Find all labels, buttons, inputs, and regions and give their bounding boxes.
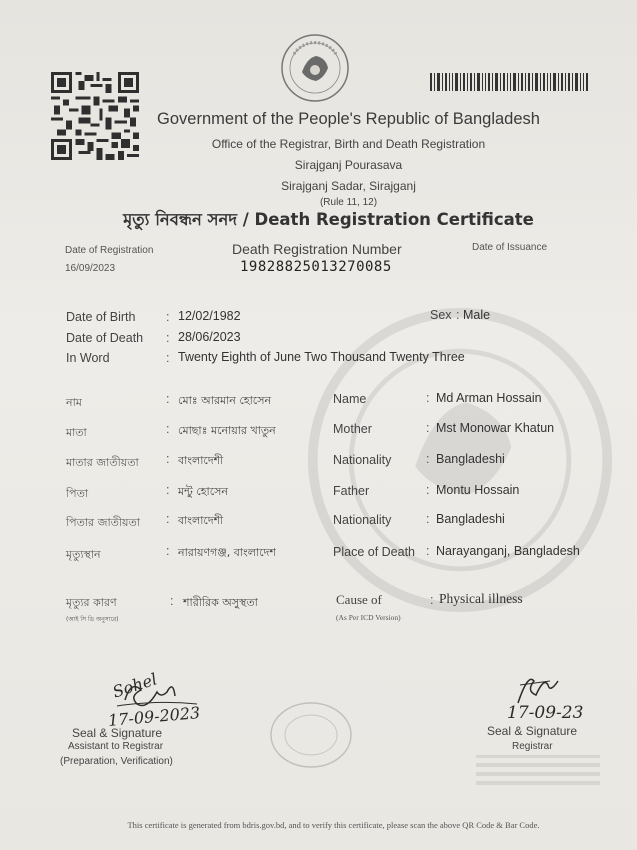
row-en-value: Bangladeshi xyxy=(436,452,505,466)
office-stamp-icon xyxy=(268,700,354,770)
assistant-role: Assistant to Registrar xyxy=(68,741,164,752)
row-bn-label: মৃত্যুস্থান xyxy=(66,548,101,561)
pourasava-heading: Sirajganj Pourasava xyxy=(294,158,403,172)
row-bn-value: মন্টু হোসেন xyxy=(178,485,228,498)
registration-number-label: Death Registration Number xyxy=(232,241,402,257)
cause-bn-value: শারীরিক অসুস্থতা xyxy=(183,596,258,609)
government-heading: Government of the People's Republic of Bangladesh xyxy=(157,110,540,128)
dob-value: 12/02/1982 xyxy=(178,309,241,323)
row-en-value: Bangladeshi xyxy=(436,512,505,526)
assistant-signature: Sohel xyxy=(110,669,160,702)
assistant-role-detail: (Preparation, Verification) xyxy=(60,756,173,767)
row-en-label: Name xyxy=(333,392,367,406)
registration-date-label: Date of Registration xyxy=(65,245,154,256)
cause-bn-sub: (আই সি ডি অনুসারে) xyxy=(66,616,119,623)
rule-text: (Rule 11, 12) xyxy=(319,197,378,208)
row-en-value: Md Arman Hossain xyxy=(436,391,542,405)
row-bn-value: মোঃ আরমান হোসেন xyxy=(178,394,272,407)
row-bn-value: বাংলাদেশী xyxy=(178,454,224,467)
dod-value: 28/06/2023 xyxy=(178,330,241,344)
registration-number-value: 19828825013270085 xyxy=(240,259,392,275)
row-en-label: Mother xyxy=(333,422,372,436)
registration-date-value: 16/09/2023 xyxy=(65,263,116,274)
issuance-date-label: Date of Issuance xyxy=(472,242,548,253)
row-bn-label: মাতা xyxy=(66,426,87,439)
assistant-signature-date: 17-09-2023 xyxy=(107,703,201,730)
row-bn-label: মাতার জাতীয়তা xyxy=(66,456,139,469)
row-en-label: Nationality xyxy=(333,453,392,467)
assistant-seal-label: Seal & Signature xyxy=(72,726,163,740)
row-bn-label: নাম xyxy=(66,396,82,409)
cause-en-sub: (As Per ICD Version) xyxy=(336,613,401,622)
verification-note: This certificate is generated from bdris.gov.bd, and to verify this certificate, please scan the above QR Code & Bar Code. xyxy=(127,820,540,830)
inword-label: In Word xyxy=(66,351,110,365)
sex-value: Male xyxy=(463,308,491,322)
row-en-label: Nationality xyxy=(333,513,392,527)
row-bn-value: নারায়ণগঞ্জ, বাংলাদেশ xyxy=(178,546,276,559)
row-bn-label: পিতার জাতীয়তা xyxy=(66,516,140,529)
inword-value: Twenty Eighth of June Two Thousand Twenty Three xyxy=(178,350,465,364)
certificate-page: Government of the People's Republic of Bangladesh Office of the Registrar, Birth and Death Registration Sirajganj Pourasava Sirajganj Sadar, Sirajganj (Rule 11, 12) মৃত্যু নিবন্ধন সনদ / Death Registration Certificate Date of Registration 16/09/2023 Death Registration Number 19828825013270085 Date of Issuance Date of Birth : 12/02/1982 Sex : Male Date of Death : 28/06/2023 In Word : Twenty Eighth of June Two Thousand Twenty Three নাম : মোঃ আরমান হোসেন Name : Md Arman Hossain মাতা : মোছাঃ মনোয়ার খাতুন Mother : Mst Monowar Khatun মাতার জাতীয়তা : বাংলাদেশী Nationality : Bangladeshi পিতা : মন্টু হোসেন Father : Montu Hossain পিতার জাতীয়তা : বাংলাদেশী Nationality : Bangladeshi মৃত্যুস্থান : নারায়ণগঞ্জ, বাংলাদেশ Place of Death : Narayanganj, Bangladesh মৃত্যুর কারণ (আই সি ডি অনুসারে) : শারীরিক অসুস্থতা Cause of (As Per ICD Version) : Physical illness Sohel 17-09-2023 Seal & Signature Assistant to Registrar (Preparation, Verification) 17-09-23 Seal & Signature Registrar This certificate is generated from bdris.gov.bd, and to verify this certificate, please scan the above QR Code & Bar Code. xyxy=(0,0,637,850)
location-heading: Sirajganj Sadar, Sirajganj xyxy=(281,179,416,193)
certificate-title: মৃত্যু নিবন্ধন সনদ / Death Registration Certificate xyxy=(123,210,534,229)
row-bn-label: পিতা xyxy=(66,487,89,500)
row-en-value: Montu Hossain xyxy=(436,483,520,497)
dod-label: Date of Death xyxy=(66,331,144,345)
office-heading: Office of the Registrar, Birth and Death Registration xyxy=(211,137,486,151)
barcode xyxy=(430,73,588,91)
cause-en-value: Physical illness xyxy=(439,591,523,606)
row-en-label: Place of Death xyxy=(333,545,415,559)
registrar-seal-label: Seal & Signature xyxy=(487,724,578,738)
row-en-label: Father xyxy=(333,484,370,498)
government-seal-icon xyxy=(272,32,358,104)
registrar-faded-stamp xyxy=(476,755,600,785)
row-en-value: Mst Monowar Khatun xyxy=(436,421,555,435)
row-en-value: Narayanganj, Bangladesh xyxy=(436,544,580,558)
cause-en-label: Cause of xyxy=(336,592,382,607)
registrar-role: Registrar xyxy=(512,741,553,752)
row-bn-value: বাংলাদেশী xyxy=(178,514,224,527)
registrar-signature-date: 17-09-23 xyxy=(507,703,584,723)
cause-bn-label: মৃত্যুর কারণ xyxy=(66,596,117,609)
dob-label: Date of Birth xyxy=(66,310,136,324)
sex-label: Sex xyxy=(430,308,452,322)
row-bn-value: মোছাঃ মনোয়ার খাতুন xyxy=(178,424,276,437)
